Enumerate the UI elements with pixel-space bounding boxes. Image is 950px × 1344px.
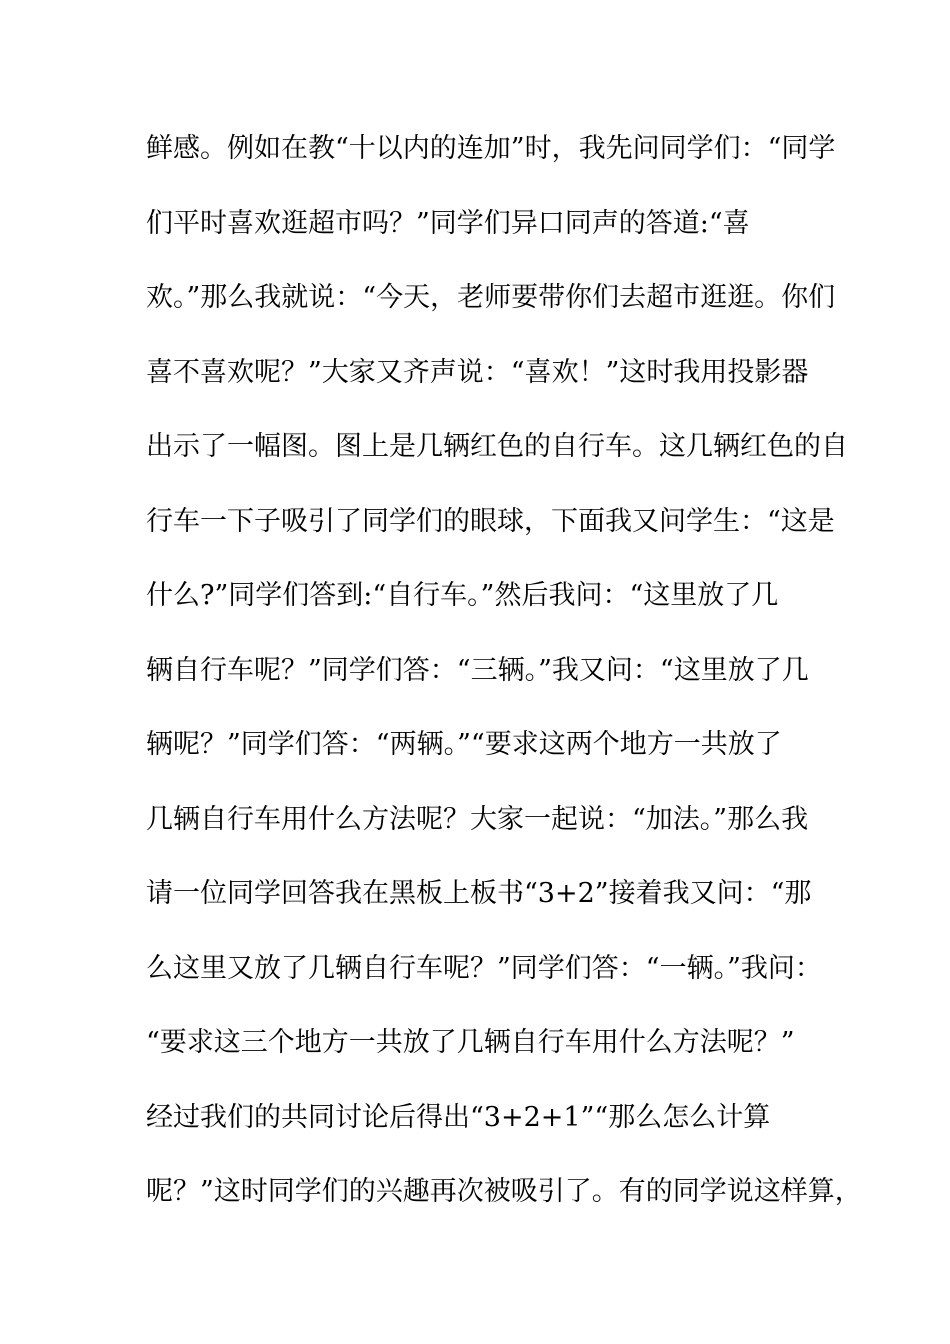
text-line: 什么?”同学们答到:“自行车。”然后我问：“这里放了几 xyxy=(146,580,779,611)
text-line: 出示了一幅图。图上是几辆红色的自行车。这几辆红色的自 xyxy=(146,431,848,462)
text-line: 欢。”那么我就说：“今天，老师要带你们去超市逛逛。你们 xyxy=(146,282,836,313)
text-line: 鲜感。例如在教“十以内的连加”时，我先问同学们：“同学 xyxy=(146,133,836,164)
text-line: 们平时喜欢逛超市吗？”同学们异口同声的答道:“喜 xyxy=(146,207,750,239)
text-line: 辆自行车呢？”同学们答：“三辆。”我又问：“这里放了几 xyxy=(146,654,809,686)
text-line: “要求这三个地方一共放了几辆自行车用什么方法呢？” xyxy=(146,1027,795,1058)
text-line: 呢？”这时同学们的兴趣再次被吸引了。有的同学说这样算， xyxy=(146,1176,862,1207)
text-line: 行车一下子吸引了同学们的眼球，下面我又问学生：“这是 xyxy=(146,505,835,537)
text-line: 辆呢？”同学们答：“两辆。”“要求这两个地方一共放了 xyxy=(146,729,782,760)
text-line: 几辆自行车用什么方法呢？大家一起说：“加法。”那么我 xyxy=(146,803,809,835)
text-line: 请一位同学回答我在黑板上板书“3+2”接着我又问：“那 xyxy=(146,878,812,909)
text-line: 么这里又放了几辆自行车呢？”同学们答：“一辆。”我问： xyxy=(146,952,822,984)
text-line: 经过我们的共同讨论后得出“3+2+1”“那么怎么计算 xyxy=(146,1101,771,1133)
body-text xyxy=(146,127,862,1245)
text-line: 喜不喜欢呢？”大家又齐声说：“喜欢！”这时我用投影器 xyxy=(146,356,809,388)
